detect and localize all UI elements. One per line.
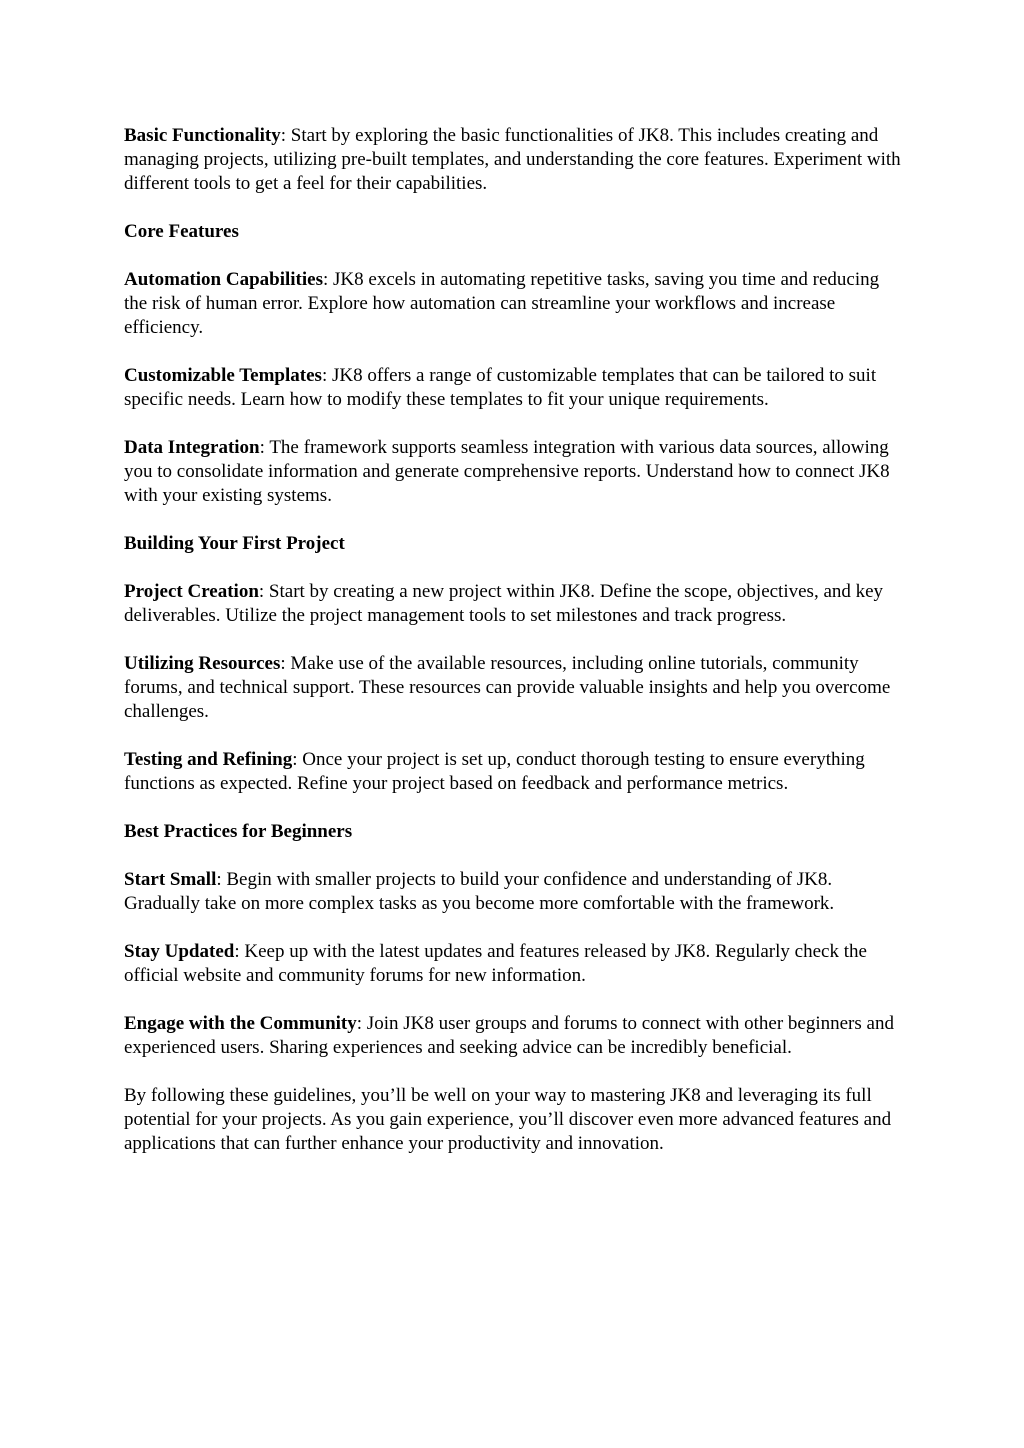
heading-best-practices: Best Practices for Beginners — [124, 821, 353, 842]
paragraph-basic-functionality — [124, 124, 904, 196]
term-stay-updated: Stay Updated — [124, 941, 235, 962]
term-project-creation: Project Creation — [124, 581, 259, 602]
text-customizable-templates: : JK8 offers a range of customizable templates that can be tailored to suit specific needs. Learn how to modify these templates to fit your unique requirements. — [124, 365, 877, 410]
term-utilizing-resources: Utilizing Resources — [124, 653, 281, 674]
paragraph-conclusion: By following these guidelines, you’ll be well on your way to mastering JK8 and leveraging its full potential for your projects. As you gain experience, you’ll discover even more advanced features and applications that can further enhance your productivity and innovation. — [124, 1085, 892, 1154]
paragraph-utilizing-resources — [124, 652, 904, 724]
heading-core-features: Core Features — [124, 221, 239, 242]
paragraph-engage-community — [124, 1012, 904, 1060]
term-testing-refining: Testing and Refining — [124, 749, 293, 770]
paragraph-testing-refining — [124, 748, 904, 796]
term-basic-functionality: Basic Functionality — [124, 125, 281, 146]
text-utilizing-resources: : Make use of the available resources, including online tutorials, community forums, and technical support. These resources can provide valuable insights and help you overcome challenges. — [124, 653, 891, 722]
document-body — [124, 124, 904, 1180]
paragraph-stay-updated — [124, 940, 904, 988]
paragraph-data-integration — [124, 436, 904, 508]
term-automation-capabilities: Automation Capabilities — [124, 269, 323, 290]
paragraph-automation-capabilities — [124, 268, 904, 340]
text-automation-capabilities: : JK8 excels in automating repetitive tasks, saving you time and reducing the risk of human error. Explore how automation can streamline your workflows and increase efficiency. — [124, 269, 880, 338]
text-data-integration: : The framework supports seamless integration with various data sources, allowing you to consolidate information and generate comprehensive reports. Understand how to connect JK8 with your existing systems. — [124, 437, 890, 506]
text-testing-refining: : Once your project is set up, conduct thorough testing to ensure everything functions as expected. Refine your project based on feedback and performance metrics. — [124, 749, 865, 794]
heading-building-first-project: Building Your First Project — [124, 533, 345, 554]
term-start-small: Start Small — [124, 869, 217, 890]
text-stay-updated: : Keep up with the latest updates and features released by JK8. Regularly check the official website and community forums for new information. — [124, 941, 867, 986]
paragraph-project-creation — [124, 580, 904, 628]
term-customizable-templates: Customizable Templates — [124, 365, 322, 386]
paragraph-start-small — [124, 868, 904, 916]
paragraph-customizable-templates — [124, 364, 904, 412]
text-project-creation: : Start by creating a new project within JK8. Define the scope, objectives, and key deliverables. Utilize the project management tools to set milestones and track progress. — [124, 581, 884, 626]
term-data-integration: Data Integration — [124, 437, 260, 458]
text-engage-community: : Join JK8 user groups and forums to connect with other beginners and experienced users. Sharing experiences and seeking advice can be incredibly beneficial. — [124, 1013, 894, 1058]
text-start-small: : Begin with smaller projects to build your confidence and understanding of JK8. Gradually take on more complex tasks as you become more comfortable with the framework. — [124, 869, 835, 914]
text-basic-functionality: : Start by exploring the basic functionalities of JK8. This includes creating and managing projects, utilizing pre-built templates, and understanding the core features. Experiment with different tools to get a feel for their capabilities. — [124, 125, 901, 194]
term-engage-community: Engage with the Community — [124, 1013, 357, 1034]
